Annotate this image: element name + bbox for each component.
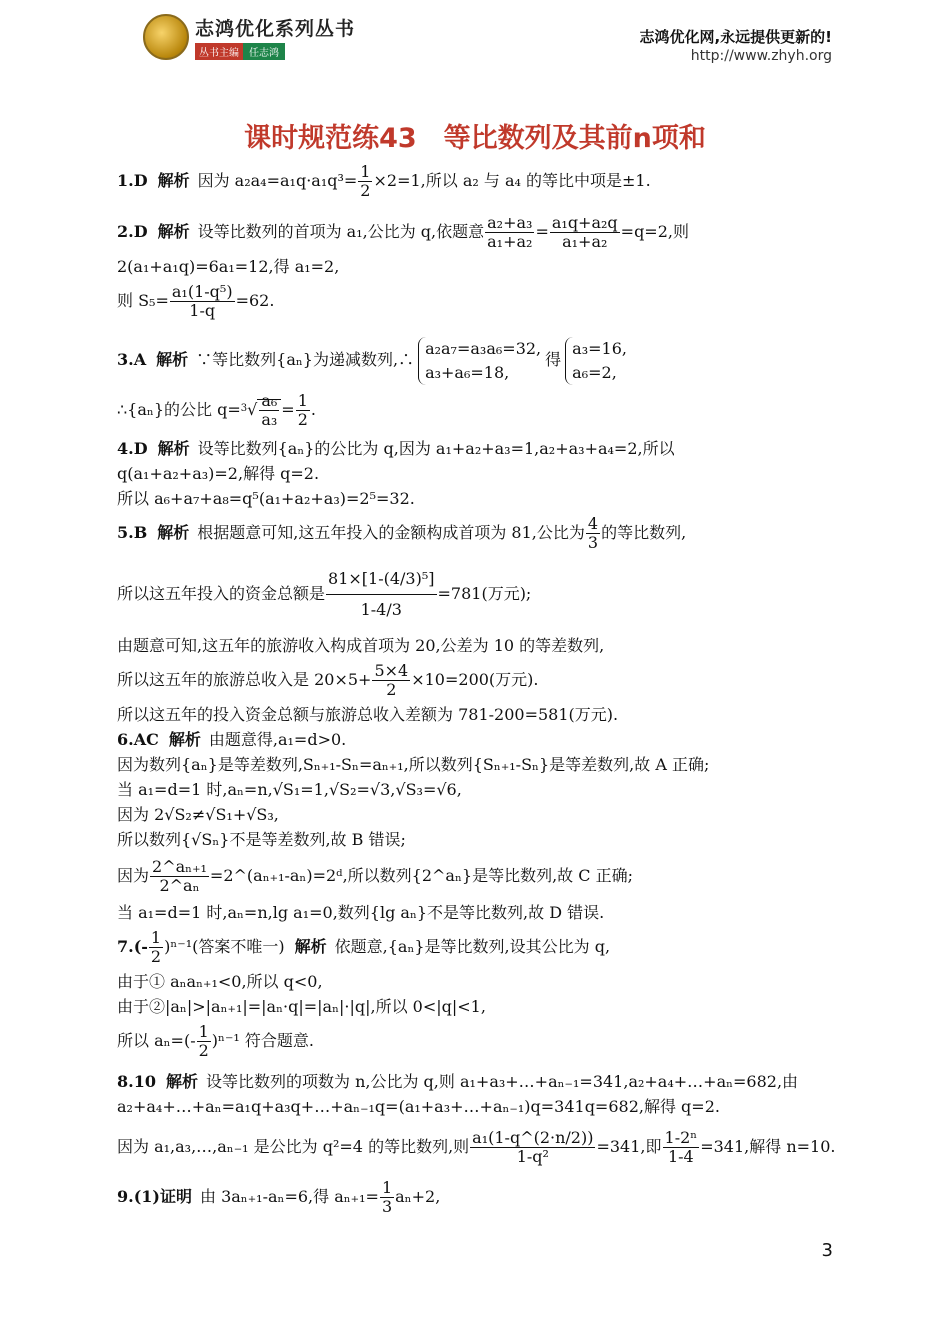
equation-system: a₃=16, a₆=2, — [565, 337, 627, 385]
fraction: $\frac{\text{a₁(1-q⁵)}}{1-q}$ — [171, 282, 233, 320]
answer-7-line: 由于① aₙaₙ₊₁<0,所以 q<0, — [117, 972, 323, 991]
answer-6: 6.AC 解析 由题意得,a₁=d>0. — [117, 730, 347, 749]
fraction: $\frac{4}{3}$ — [587, 514, 599, 552]
answer-4-line: 所以 a₆+a₇+a₈=q⁵(a₁+a₂+a₃)=2⁵=32. — [117, 489, 415, 508]
answer-6-line: 因为 2√S₂≠√S₁+√S₃, — [117, 805, 279, 824]
answer-4-line: q(a₁+a₂+a₃)=2,解得 q=2. — [117, 464, 320, 483]
answer-7-line: 所以 aₙ=(- $\frac{1}{2}$ )ⁿ⁻¹ 符合题意. — [117, 1022, 314, 1060]
answer-6-line: 当 a₁=d=1 时,aₙ=n,lg a₁=0,数列{lg aₙ}不是等比数列,故 D 错误. — [117, 903, 605, 922]
answer-5-line: 所以这五年投入的资金总额是 $\frac{\text{81×[1-(4/3)⁵]}}{1-4/3}$ =781(万元); — [117, 555, 837, 633]
fraction: $\frac{1}{2}$ — [360, 162, 371, 200]
emblem-icon — [143, 14, 189, 60]
page-title: 课时规范练43 等比数列及其前n项和 — [244, 123, 706, 154]
fraction: $\frac{\text{a₁q+a₂q}}{\text{a₁+a₂}}$ — [551, 213, 618, 251]
answer-5: 5.B 解析 根据题意可知,这五年投入的金额构成首项为 81,公比为 $\frac{4}{3}$ 的等比数列, — [117, 514, 687, 552]
fraction: $\frac{\text{a₆}}{\text{a₃}}$ — [261, 391, 278, 429]
answer-9: 9.(1)证明 由 3aₙ₊₁-aₙ=6,得 aₙ₊₁= $\frac{1}{3}$ aₙ+2, — [117, 1178, 441, 1216]
answer-2-line: 2(a₁+a₁q)=6a₁=12,得 a₁=2, — [117, 257, 340, 276]
editor-label: 丛书主编 — [195, 43, 243, 60]
answer-5-line: 所以这五年的投入资金总额与旅游总收入差额为 781-200=581(万元). — [117, 705, 619, 724]
answer-7-line: 由于②|aₙ|>|aₙ₊₁|=|aₙ·q|=|aₙ|·|q|,所以 0<|q|<1, — [117, 997, 486, 1016]
page-header — [0, 0, 950, 80]
fraction: $\frac{\text{a₂+a₃}}{\text{a₁+a₂}}$ — [487, 213, 533, 251]
answer-6-line: 当 a₁=d=1 时,aₙ=n,√S₁=1,√S₂=√3,√S₃=√6, — [117, 780, 462, 799]
answer-5-line: 所以这五年的旅游总收入是 20×5+ $\frac{5\times 4}{2}$ ×10=200(万元). — [117, 661, 539, 699]
equation-system: a₂a₇=a₃a₆=32, a₃+a₆=18, — [418, 337, 541, 385]
fraction: $\frac{1}{2}$ — [150, 928, 162, 966]
fraction: $\frac{5\times 4}{2}$ — [374, 661, 409, 699]
slogan-text: 志鸿优化网,永远提供更新的! — [639, 28, 832, 46]
site-url[interactable]: http://www.zhyh.org — [690, 48, 832, 64]
answer-4: 4.D 解析 设等比数列{aₙ}的公比为 q,因为 a₁+a₂+a₃=1,a₂+a₃+a₄=2,所以 — [117, 439, 675, 458]
answer-6-line: 所以数列{√Sₙ}不是等差数列,故 B 错误; — [117, 830, 406, 849]
answer-8: 8.10 解析 设等比数列的项数为 n,公比为 q,则 a₁+a₃+…+aₙ₋₁=341,a₂+a₄+…+aₙ=682,由 — [117, 1072, 799, 1091]
answer-3: 3.A 解析 ∵等比数列{aₙ}为递减数列,∴ a₂a₇=a₃a₆=32, a₃+a₆=18, 得 a₃=16, a₆=2, — [117, 333, 837, 387]
answer-1: 1.D 解析 因为 a₂a₄=a₁q·a₁q³= $\frac{1}{2}$ ×2=1,所以 a₂ 与 a₄ 的等比中项是±1. — [117, 162, 651, 200]
fraction: $\frac{1}{2}$ — [198, 1022, 209, 1060]
fraction: $\frac{\text{a₁(1-q\textasciicircum{}(2·n/2))}}{\text{1-q²}}$ — [472, 1128, 594, 1166]
page-number: 3 — [821, 1240, 833, 1261]
answer-2-line: 则 S₅= $\frac{\text{a₁(1-q⁵)}}{1-q}$ =62. — [117, 282, 275, 320]
fraction: $\frac{1}{3}$ — [381, 1178, 393, 1216]
answer-8-line: a₂+a₄+…+aₙ=a₁q+a₃q+…+aₙ₋₁q=(a₁+a₃+…+aₙ₋₁)q=341q=682,解得 q=2. — [117, 1097, 720, 1116]
fraction: $\frac{1}{2}$ — [297, 391, 308, 429]
answer-6-line: 因为数列{aₙ}是等差数列,Sₙ₊₁-Sₙ=aₙ₊₁,所以数列{Sₙ₊₁-Sₙ}是等差数列,故 A 正确; — [117, 755, 710, 774]
series-logo — [143, 14, 355, 60]
fraction: $\frac{\text{1-2ⁿ}}{1-4}$ — [664, 1128, 698, 1166]
answer-2: 2.D 解析 设等比数列的首项为 a₁,公比为 q,依题意 $\frac{\text{a₂+a₃}}{\text{a₁+a₂}}$ = $\frac{\text{a₁q+a₂q}}{\text{a₁+a₂}}$ =q=2,则 — [117, 213, 689, 251]
fraction: $\frac{\text{81×[1-(4/3)⁵]}}{1-4/3}$ — [326, 564, 436, 625]
answer-6-line: 因为 $\frac{\text{2\textasciicircum{}aₙ₊₁}}{\text{2\textasciicircum{}aₙ}}$ =2^(aₙ₊₁-aₙ)=2ᵈ,所以数列{2^aₙ}是等比数列,故 C 正确; — [117, 857, 633, 895]
answer-5-line: 由题意可知,这五年的旅游收入构成首项为 20,公差为 10 的等差数列, — [117, 636, 605, 655]
series-title: 志鸿优化系列丛书 — [195, 18, 356, 40]
answer-7: 7.(- $\frac{1}{2}$ )ⁿ⁻¹(答案不唯一) 解析 依题意,{aₙ}是等比数列,设其公比为 q, — [117, 928, 611, 966]
fraction: $\frac{\text{2\textasciicircum{}aₙ₊₁}}{\text{2\textasciicircum{}aₙ}}$ — [152, 857, 207, 895]
answer-8-line: 因为 a₁,a₃,…,aₙ₋₁ 是公比为 q²=4 的等比数列,则 $\frac{\text{a₁(1-q\textasciicircum{}(2·n/2))}}{\text{1-q²}}$ =341,即 $\frac{\text{1-2ⁿ}}{1-4}$ =341,解得 n=10. — [117, 1128, 836, 1166]
answer-content — [117, 162, 837, 1219]
slogan — [639, 26, 832, 64]
editor-name: 任志鸿 — [243, 43, 285, 60]
answer-3-line: ∴{aₙ}的公比 q=$^3$√ $\frac{\text{a₆}}{\text{a₃}}$ = $\frac{1}{2}$ . — [117, 391, 316, 429]
